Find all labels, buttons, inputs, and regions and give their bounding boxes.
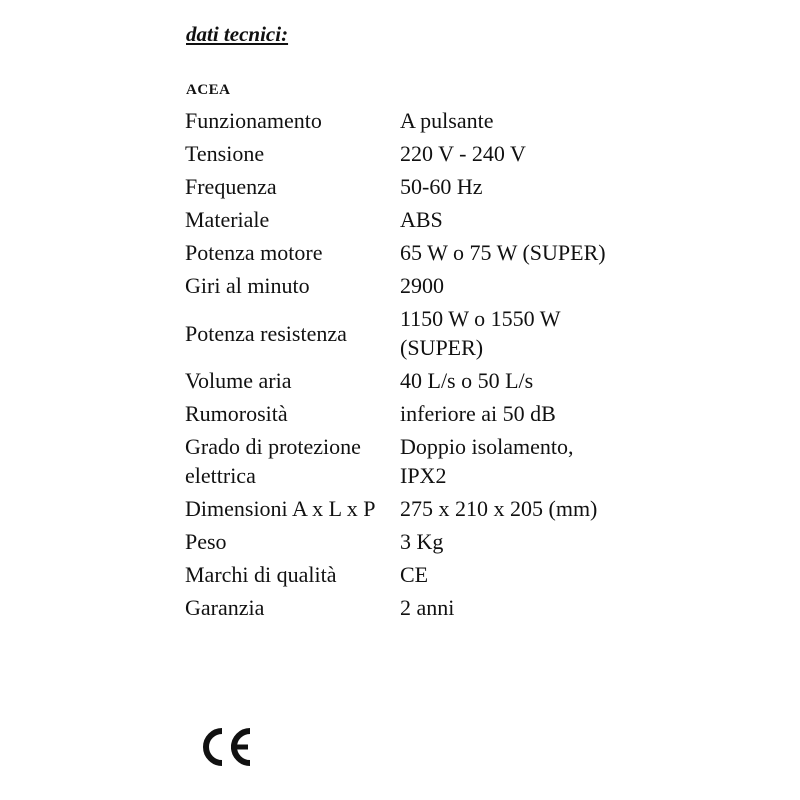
spec-value: 50-60 Hz	[400, 174, 483, 199]
spec-value: inferiore ai 50 dB	[400, 401, 556, 426]
specs-table	[180, 104, 620, 624]
spec-label: Garanzia	[185, 595, 265, 620]
spec-label: Volume aria	[185, 368, 292, 393]
section-heading: dati tecnici:	[186, 22, 289, 46]
spec-value: 2900	[400, 273, 444, 298]
spec-row	[180, 591, 620, 624]
spec-label: Frequenza	[185, 174, 277, 199]
spec-value: 3 Kg	[400, 529, 444, 554]
spec-value: 65 W o 75 W (SUPER)	[400, 240, 606, 265]
spec-row	[180, 558, 620, 591]
spec-label: Giri al minuto	[185, 273, 310, 298]
spec-label: Grado di protezione elettrica	[185, 434, 361, 488]
spec-label: Rumorosità	[185, 401, 288, 426]
spec-value: 275 x 210 x 205 (mm)	[400, 496, 598, 521]
spec-value: A pulsante	[400, 108, 494, 133]
spec-row	[180, 203, 620, 236]
spec-value: 40 L/s o 50 L/s	[400, 368, 534, 393]
spec-value: 220 V - 240 V	[400, 141, 526, 166]
spec-value: ABS	[400, 207, 443, 232]
spec-row	[180, 236, 620, 269]
spec-row	[180, 269, 620, 302]
spec-row	[180, 137, 620, 170]
spec-row	[180, 302, 620, 364]
spec-label: Potenza resistenza	[185, 320, 347, 346]
spec-value: Doppio isolamento, IPX2	[400, 434, 574, 488]
spec-label: Potenza motore	[185, 240, 323, 265]
spec-row	[180, 492, 620, 525]
spec-label: Dimensioni A x L x P	[185, 496, 376, 521]
spec-row	[180, 170, 620, 203]
spec-row	[180, 397, 620, 430]
spec-label: Materiale	[185, 207, 270, 232]
spec-row	[180, 104, 620, 137]
spec-label: Peso	[185, 529, 227, 554]
spec-value: 1150 W o 1550 W (SUPER)	[400, 306, 561, 360]
spec-label: Funzionamento	[185, 108, 322, 133]
spec-label: Marchi di qualità	[185, 562, 337, 587]
spec-row	[180, 525, 620, 558]
brand-name: ACEA	[186, 82, 231, 98]
spec-value: CE	[400, 562, 429, 587]
ce-mark-icon	[198, 725, 254, 774]
spec-row	[180, 430, 620, 492]
spec-value: 2 anni	[400, 595, 455, 620]
spec-label: Tensione	[185, 141, 265, 166]
spec-row	[180, 364, 620, 397]
